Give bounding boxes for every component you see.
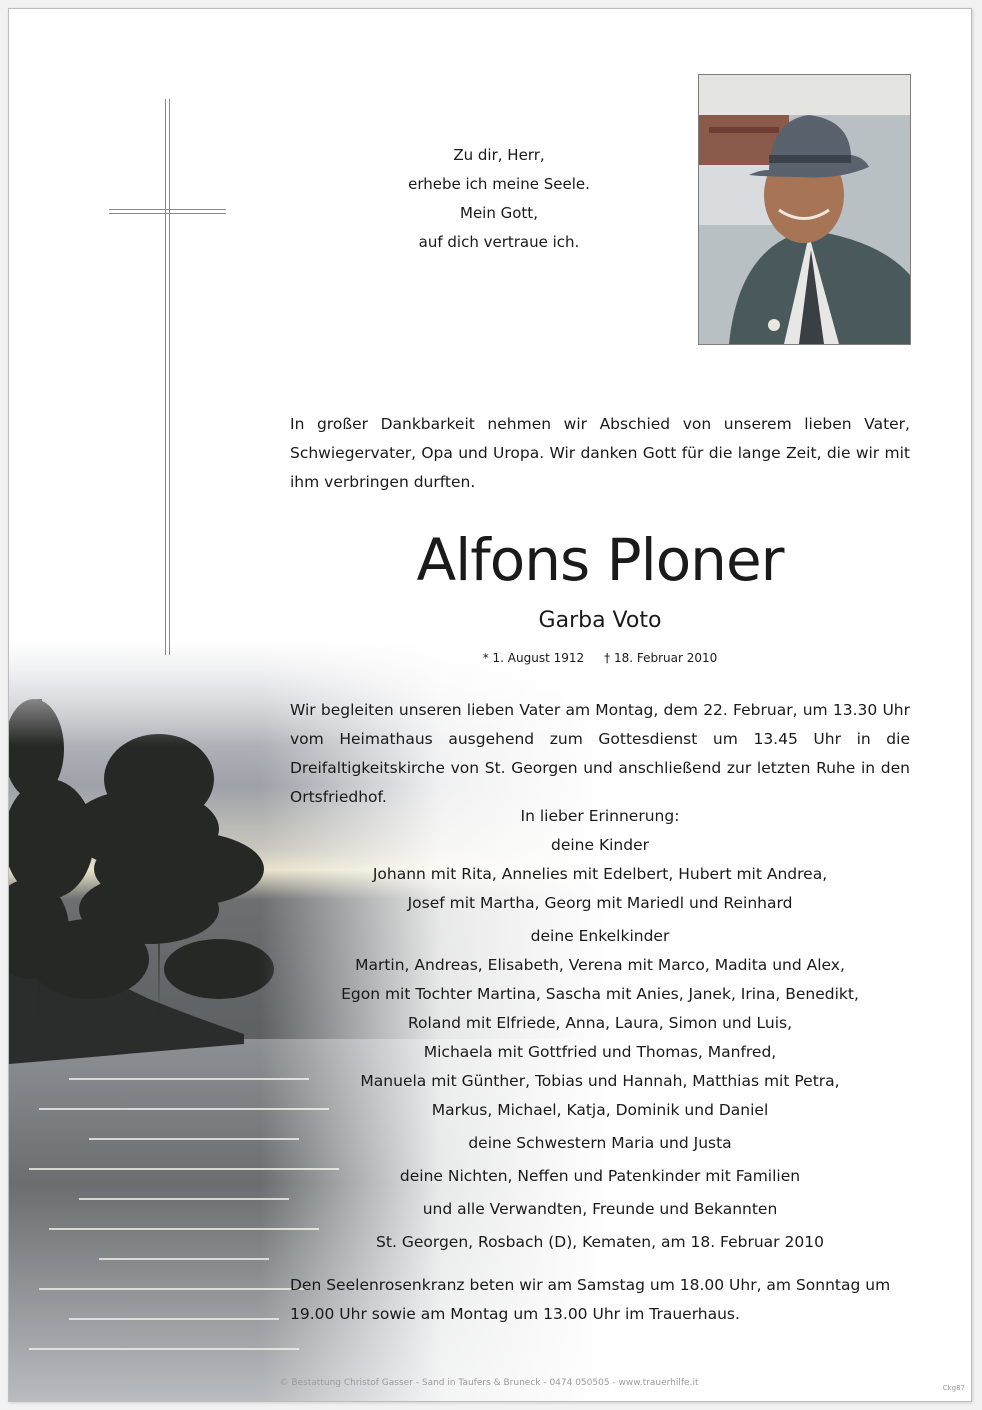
children-line: Johann mit Rita, Annelies mit Edelbert, Hubert mit Andrea, <box>372 865 828 883</box>
psalm-verse <box>369 141 629 257</box>
children-label: deine Kinder <box>550 836 649 854</box>
cross-icon <box>9 9 249 669</box>
mourners-list <box>290 802 910 1224</box>
psalm-line: Zu dir, Herr, <box>453 146 545 164</box>
grandchildren-line: Michaela mit Gottfried und Thomas, Manfred, <box>423 1043 777 1061</box>
reference-code: Ckg87 <box>942 1384 965 1392</box>
children-line: Josef mit Martha, Georg mit Mariedl und Reinhard <box>407 894 793 912</box>
nieces-line: deine Nichten, Neffen und Patenkinder mit Familien <box>399 1167 801 1185</box>
obituary-page <box>8 8 972 1402</box>
farewell-paragraph: In großer Dankbarkeit nehmen wir Abschied von unserem lieben Vater, Schwiegervater, Opa und Uropa. Wir danken Gott für die lange Zeit, die wir mit ihm verbringen durften. <box>290 415 910 491</box>
grandchildren-line: Markus, Michael, Katja, Dominik und Daniel <box>431 1101 769 1119</box>
house-name: Garba Voto <box>538 608 662 633</box>
portrait-photo <box>698 74 911 345</box>
funeral-paragraph: Wir begleiten unseren lieben Vater am Montag, dem 22. Februar, um 13.30 Uhr vom Heimathaus ausgehend zum Gottesdienst um 13.45 Uhr in die Dreifaltigkeitskirche von St. Georgen und anschließend zur letzten Ruhe in den Ortsfriedhof. <box>290 701 910 806</box>
mourners-heading: In lieber Erinnerung: <box>520 807 680 825</box>
footer-credit: © Bestattung Christof Gasser - Sand in Taufers & Bruneck - 0474 050505 - www.trauerhilfe.it <box>279 1378 699 1388</box>
psalm-line: erhebe ich meine Seele. <box>408 175 590 193</box>
relatives-line: und alle Verwandten, Freunde und Bekannten <box>422 1200 778 1218</box>
birth-date: * 1. August 1912 <box>482 651 585 665</box>
grandchildren-line: Martin, Andreas, Elisabeth, Verena mit Marco, Madita und Alex, <box>355 956 845 974</box>
deceased-name: Alfons Ploner <box>416 526 784 594</box>
psalm-line: auf dich vertraue ich. <box>418 233 580 251</box>
grandchildren-line: Roland mit Elfriede, Anna, Laura, Simon und Luis, <box>407 1014 793 1032</box>
sisters-line: deine Schwestern Maria und Justa <box>468 1134 732 1152</box>
rosary-paragraph: Den Seelenrosenkranz beten wir am Samstag um 18.00 Uhr, am Sonntag um 19.00 Uhr sowie am Montag um 13.00 Uhr im Trauerhaus. <box>290 1276 891 1323</box>
place-date: St. Georgen, Rosbach (D), Kematen, am 18. Februar 2010 <box>376 1233 824 1251</box>
grandchildren-label: deine Enkelkinder <box>530 927 670 945</box>
death-date: † 18. Februar 2010 <box>604 651 718 665</box>
grandchildren-line: Manuela mit Günther, Tobias und Hannah, Matthias mit Petra, <box>360 1072 840 1090</box>
grandchildren-line: Egon mit Tochter Martina, Sascha mit Anies, Janek, Irina, Benedikt, <box>341 985 859 1003</box>
life-dates <box>290 649 910 667</box>
psalm-line: Mein Gott, <box>460 204 538 222</box>
